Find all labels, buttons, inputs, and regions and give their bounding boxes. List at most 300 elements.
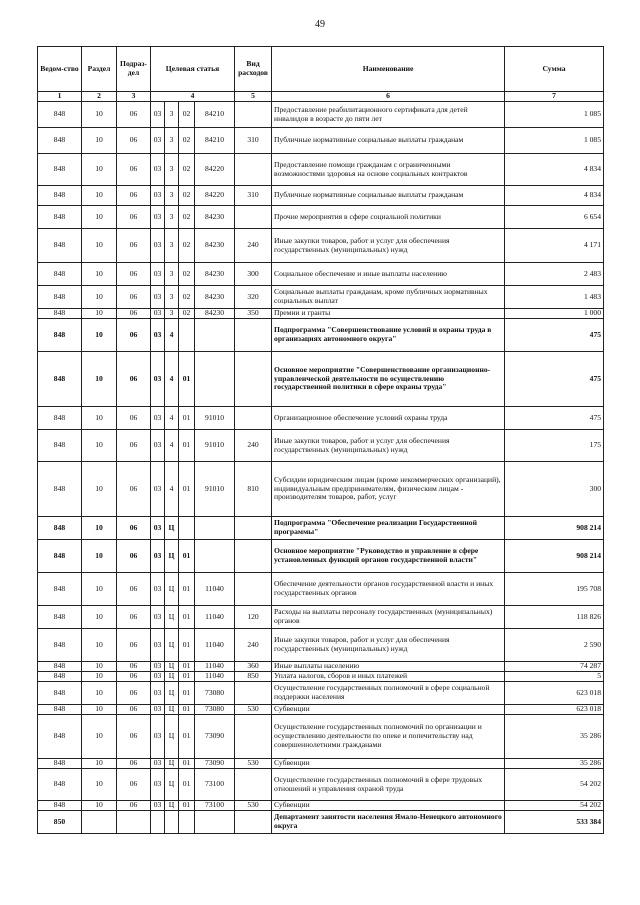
vedomstvo-cell: 848: [38, 606, 82, 629]
vedomstvo-cell: 848: [38, 769, 82, 801]
podrazdel-cell: 06: [117, 759, 151, 769]
target-code-direction-cell: 73080: [195, 705, 235, 715]
expense-type-cell: 530: [235, 705, 272, 715]
target-code-program-cell: 03: [151, 759, 165, 769]
target-code-subprogram-cell: Ц: [165, 540, 179, 573]
expense-type-cell: 240: [235, 430, 272, 462]
target-code-event-cell: 02: [179, 186, 195, 206]
name-cell: Социальные выплаты гражданам, кроме публичных нормативных социальных выплат: [272, 286, 505, 309]
table-row: [38, 715, 604, 759]
table-row: [38, 629, 604, 662]
razdel-cell: 10: [82, 672, 117, 682]
expense-type-cell: 240: [235, 629, 272, 662]
expense-type-cell: [235, 407, 272, 430]
target-code-event-cell: 02: [179, 309, 195, 319]
amount-cell: 623 018: [505, 682, 604, 705]
razdel-cell: 10: [82, 715, 117, 759]
name-cell: Иные закупки товаров, работ и услуг для обеспечения государственных (муниципальных) нужд: [272, 229, 505, 263]
podrazdel-cell: 06: [117, 286, 151, 309]
target-code-subprogram-cell: 3: [165, 206, 179, 229]
expense-type-cell: [235, 573, 272, 606]
vedomstvo-cell: 848: [38, 682, 82, 705]
expense-type-cell: 850: [235, 672, 272, 682]
table-row: [38, 606, 604, 629]
target-code-direction-cell: 84230: [195, 286, 235, 309]
target-code-direction-cell: [195, 352, 235, 407]
table-row: [38, 769, 604, 801]
name-cell: Основное мероприятие "Руководство и управление в сфере установленных функций органов государственной власти": [272, 540, 505, 573]
target-code-direction-cell: [195, 540, 235, 573]
amount-cell: 54 202: [505, 769, 604, 801]
budget-table: [37, 46, 604, 834]
target-code-program-cell: 03: [151, 682, 165, 705]
vedomstvo-cell: 848: [38, 540, 82, 573]
name-cell: Осуществление государственных полномочий по организации и осуществлению деятельности по опеке и попечительству над совершеннолетними гражданами: [272, 715, 505, 759]
podrazdel-cell: 06: [117, 715, 151, 759]
target-code-program-cell: 03: [151, 540, 165, 573]
vedomstvo-cell: 848: [38, 319, 82, 352]
vedomstvo-cell: 848: [38, 286, 82, 309]
amount-cell: 1 085: [505, 102, 604, 128]
target-code-direction-cell: 11040: [195, 662, 235, 672]
target-code-direction-cell: 73100: [195, 801, 235, 811]
name-cell: Иные закупки товаров, работ и услуг для обеспечения государственных (муниципальных) нужд: [272, 430, 505, 462]
podrazdel-cell: 06: [117, 430, 151, 462]
razdel-cell: 10: [82, 102, 117, 128]
target-code-direction-cell: 84230: [195, 263, 235, 286]
column-index: 5: [235, 92, 272, 102]
expense-type-cell: 810: [235, 462, 272, 517]
razdel-cell: 10: [82, 352, 117, 407]
expense-type-cell: 350: [235, 309, 272, 319]
podrazdel-cell: 06: [117, 769, 151, 801]
amount-cell: 475: [505, 352, 604, 407]
razdel-cell: 10: [82, 705, 117, 715]
vedomstvo-cell: 848: [38, 102, 82, 128]
target-code-program-cell: 03: [151, 715, 165, 759]
vedomstvo-cell: 848: [38, 715, 82, 759]
table-row: [38, 430, 604, 462]
header-summa: Сумма: [505, 47, 604, 92]
target-code-program-cell: 03: [151, 430, 165, 462]
target-code-event-cell: 01: [179, 573, 195, 606]
header-naimenovanie: Наименование: [272, 47, 505, 92]
header-vedomstvo: Ведом-ство: [38, 47, 82, 92]
table-row: [38, 128, 604, 154]
podrazdel-cell: 06: [117, 682, 151, 705]
header-vid-rashodov: Вид расходов: [235, 47, 272, 92]
expense-type-cell: [235, 102, 272, 128]
razdel-cell: 10: [82, 319, 117, 352]
table-row: [38, 517, 604, 540]
amount-cell: 1 085: [505, 128, 604, 154]
target-code-program-cell: 03: [151, 769, 165, 801]
expense-type-cell: [235, 540, 272, 573]
target-code-program-cell: 03: [151, 128, 165, 154]
vedomstvo-cell: 848: [38, 705, 82, 715]
target-code-event-cell: [179, 517, 195, 540]
target-code-direction-cell: 73080: [195, 682, 235, 705]
target-code-event-cell: 02: [179, 229, 195, 263]
amount-cell: 2 483: [505, 263, 604, 286]
podrazdel-cell: 06: [117, 662, 151, 672]
table-row: [38, 662, 604, 672]
target-code-program-cell: 03: [151, 352, 165, 407]
target-code-event-cell: 01: [179, 606, 195, 629]
target-code-program-cell: 03: [151, 186, 165, 206]
vedomstvo-cell: 848: [38, 186, 82, 206]
target-code-direction-cell: [195, 517, 235, 540]
podrazdel-cell: 06: [117, 629, 151, 662]
name-cell: Публичные нормативные социальные выплаты гражданам: [272, 128, 505, 154]
expense-type-cell: 530: [235, 759, 272, 769]
target-code-program-cell: 03: [151, 573, 165, 606]
target-code-program-cell: 03: [151, 629, 165, 662]
target-code-subprogram-cell: Ц: [165, 629, 179, 662]
target-code-program-cell: 03: [151, 229, 165, 263]
name-cell: Департамент занятости населения Ямало-Ненецкого автономного округа: [272, 811, 505, 834]
vedomstvo-cell: 848: [38, 801, 82, 811]
target-code-program-cell: 03: [151, 206, 165, 229]
podrazdel-cell: 06: [117, 229, 151, 263]
razdel-cell: 10: [82, 573, 117, 606]
name-cell: Премии и гранты: [272, 309, 505, 319]
amount-cell: 1 483: [505, 286, 604, 309]
amount-cell: 533 384: [505, 811, 604, 834]
amount-cell: 5: [505, 672, 604, 682]
target-code-event-cell: 02: [179, 263, 195, 286]
podrazdel-cell: 06: [117, 102, 151, 128]
target-code-direction-cell: 91010: [195, 407, 235, 430]
target-code-event-cell: 02: [179, 206, 195, 229]
name-cell: Предоставление реабилитационного сертификата для детей инвалидов в возрасте до пяти лет: [272, 102, 505, 128]
column-index: 7: [505, 92, 604, 102]
name-cell: Подпрограмма "Обеспечение реализации Государственной программы": [272, 517, 505, 540]
vedomstvo-cell: 848: [38, 309, 82, 319]
vedomstvo-cell: 848: [38, 154, 82, 186]
vedomstvo-cell: 848: [38, 672, 82, 682]
podrazdel-cell: 06: [117, 705, 151, 715]
vedomstvo-cell: 848: [38, 462, 82, 517]
target-code-program-cell: 03: [151, 319, 165, 352]
podrazdel-cell: 06: [117, 540, 151, 573]
expense-type-cell: [235, 352, 272, 407]
target-code-direction-cell: 73090: [195, 759, 235, 769]
podrazdel-cell: 06: [117, 462, 151, 517]
target-code-subprogram-cell: 4: [165, 462, 179, 517]
target-code-direction-cell: 84210: [195, 128, 235, 154]
header-row: [38, 47, 604, 92]
page-number: 49: [315, 19, 325, 30]
podrazdel-cell: 06: [117, 573, 151, 606]
target-code-subprogram-cell: 3: [165, 263, 179, 286]
razdel-cell: 10: [82, 128, 117, 154]
vedomstvo-cell: 848: [38, 517, 82, 540]
razdel-cell: 10: [82, 540, 117, 573]
column-index-row: [38, 92, 604, 102]
vedomstvo-cell: 848: [38, 352, 82, 407]
target-code-direction-cell: 84220: [195, 154, 235, 186]
column-index: 3: [117, 92, 151, 102]
expense-type-cell: [235, 517, 272, 540]
vedomstvo-cell: 848: [38, 430, 82, 462]
amount-cell: 35 286: [505, 715, 604, 759]
target-code-event-cell: 01: [179, 769, 195, 801]
amount-cell: 908 214: [505, 517, 604, 540]
target-code-event-cell: 01: [179, 801, 195, 811]
header-podrazdel: Подраз-дел: [117, 47, 151, 92]
target-code-program-cell: 03: [151, 407, 165, 430]
table-row: [38, 573, 604, 606]
amount-cell: 4 171: [505, 229, 604, 263]
target-code-subprogram-cell: 3: [165, 229, 179, 263]
target-code-event-cell: 02: [179, 154, 195, 186]
target-code-event-cell: 01: [179, 407, 195, 430]
target-code-subprogram-cell: Ц: [165, 672, 179, 682]
amount-cell: 4 834: [505, 186, 604, 206]
podrazdel-cell: 06: [117, 672, 151, 682]
razdel-cell: 10: [82, 769, 117, 801]
amount-cell: 35 286: [505, 759, 604, 769]
target-code-event-cell: 02: [179, 286, 195, 309]
target-code-event-cell: 01: [179, 352, 195, 407]
expense-type-cell: [235, 682, 272, 705]
razdel-cell: 10: [82, 801, 117, 811]
amount-cell: 6 654: [505, 206, 604, 229]
target-code-event-cell: 01: [179, 462, 195, 517]
expense-type-cell: [235, 206, 272, 229]
amount-cell: 908 214: [505, 540, 604, 573]
name-cell: Уплата налогов, сборов и иных платежей: [272, 672, 505, 682]
target-code-direction-cell: 73090: [195, 715, 235, 759]
name-cell: Публичные нормативные социальные выплаты гражданам: [272, 186, 505, 206]
razdel-cell: 10: [82, 286, 117, 309]
target-code-program-cell: [151, 811, 165, 834]
target-code-program-cell: 03: [151, 263, 165, 286]
table-row: [38, 462, 604, 517]
table-row: [38, 309, 604, 319]
razdel-cell: 10: [82, 186, 117, 206]
razdel-cell: 10: [82, 309, 117, 319]
target-code-direction-cell: 73100: [195, 769, 235, 801]
target-code-direction-cell: 91010: [195, 462, 235, 517]
amount-cell: 623 018: [505, 705, 604, 715]
amount-cell: 2 590: [505, 629, 604, 662]
vedomstvo-cell: 848: [38, 229, 82, 263]
vedomstvo-cell: 848: [38, 263, 82, 286]
podrazdel-cell: 06: [117, 186, 151, 206]
target-code-event-cell: 01: [179, 672, 195, 682]
target-code-subprogram-cell: 4: [165, 319, 179, 352]
target-code-subprogram-cell: 4: [165, 352, 179, 407]
target-code-program-cell: 03: [151, 801, 165, 811]
table-row: [38, 811, 604, 834]
target-code-direction-cell: 84220: [195, 186, 235, 206]
podrazdel-cell: 06: [117, 154, 151, 186]
amount-cell: 195 708: [505, 573, 604, 606]
target-code-event-cell: 02: [179, 102, 195, 128]
table-row: [38, 801, 604, 811]
target-code-event-cell: [179, 319, 195, 352]
vedomstvo-cell: 848: [38, 662, 82, 672]
table-row: [38, 286, 604, 309]
expense-type-cell: 310: [235, 186, 272, 206]
target-code-subprogram-cell: 3: [165, 286, 179, 309]
table-row: [38, 206, 604, 229]
target-code-direction-cell: 84230: [195, 309, 235, 319]
expense-type-cell: 360: [235, 662, 272, 672]
name-cell: Предоставление помощи гражданам с ограниченными возможностями здоровья на основе социальных контрактов: [272, 154, 505, 186]
target-code-subprogram-cell: Ц: [165, 715, 179, 759]
target-code-subprogram-cell: Ц: [165, 705, 179, 715]
target-code-program-cell: 03: [151, 462, 165, 517]
target-code-event-cell: [179, 811, 195, 834]
podrazdel-cell: 06: [117, 128, 151, 154]
razdel-cell: 10: [82, 759, 117, 769]
target-code-program-cell: 03: [151, 102, 165, 128]
name-cell: Осуществление государственных полномочий в сфере социальной поддержки населения: [272, 682, 505, 705]
expense-type-cell: [235, 769, 272, 801]
razdel-cell: 10: [82, 154, 117, 186]
vedomstvo-cell: 848: [38, 128, 82, 154]
razdel-cell: 10: [82, 430, 117, 462]
target-code-subprogram-cell: 3: [165, 186, 179, 206]
razdel-cell: [82, 811, 117, 834]
column-index: 1: [38, 92, 82, 102]
expense-type-cell: 310: [235, 128, 272, 154]
name-cell: Организационное обеспечение условий охраны труда: [272, 407, 505, 430]
target-code-event-cell: 01: [179, 662, 195, 672]
target-code-direction-cell: 11040: [195, 573, 235, 606]
table-row: [38, 540, 604, 573]
table-row: [38, 759, 604, 769]
name-cell: Субвенции: [272, 801, 505, 811]
table-row: [38, 682, 604, 705]
target-code-subprogram-cell: 3: [165, 102, 179, 128]
column-index: 6: [272, 92, 505, 102]
podrazdel-cell: 06: [117, 606, 151, 629]
razdel-cell: 10: [82, 206, 117, 229]
name-cell: Основное мероприятие "Совершенствование организационно-управленческой деятельности по осуществлению государственной политики в сфере охраны труда": [272, 352, 505, 407]
target-code-subprogram-cell: Ц: [165, 682, 179, 705]
target-code-direction-cell: 84210: [195, 102, 235, 128]
table-row: [38, 102, 604, 128]
amount-cell: 475: [505, 319, 604, 352]
table-row: [38, 229, 604, 263]
table-row: [38, 672, 604, 682]
vedomstvo-cell: 848: [38, 573, 82, 606]
name-cell: Субвенции: [272, 705, 505, 715]
table-row: [38, 319, 604, 352]
amount-cell: 4 834: [505, 154, 604, 186]
name-cell: Прочие мероприятия в сфере социальной политики: [272, 206, 505, 229]
target-code-subprogram-cell: Ц: [165, 662, 179, 672]
name-cell: Подпрограмма "Совершенствование условий и охраны труда в организациях автономного округа": [272, 319, 505, 352]
name-cell: Осуществление государственных полномочий в сфере трудовых отношений и управления охраной труда: [272, 769, 505, 801]
podrazdel-cell: 06: [117, 309, 151, 319]
target-code-program-cell: 03: [151, 309, 165, 319]
target-code-subprogram-cell: 3: [165, 154, 179, 186]
podrazdel-cell: [117, 811, 151, 834]
name-cell: Субвенции: [272, 759, 505, 769]
target-code-program-cell: 03: [151, 705, 165, 715]
target-code-subprogram-cell: 4: [165, 430, 179, 462]
target-code-event-cell: 01: [179, 715, 195, 759]
target-code-direction-cell: 11040: [195, 606, 235, 629]
target-code-program-cell: 03: [151, 286, 165, 309]
expense-type-cell: 240: [235, 229, 272, 263]
target-code-program-cell: 03: [151, 606, 165, 629]
target-code-direction-cell: 84230: [195, 229, 235, 263]
amount-cell: 475: [505, 407, 604, 430]
target-code-subprogram-cell: Ц: [165, 517, 179, 540]
expense-type-cell: 120: [235, 606, 272, 629]
table-row: [38, 705, 604, 715]
podrazdel-cell: 06: [117, 319, 151, 352]
razdel-cell: 10: [82, 263, 117, 286]
target-code-event-cell: 02: [179, 128, 195, 154]
expense-type-cell: 530: [235, 801, 272, 811]
target-code-subprogram-cell: [165, 811, 179, 834]
target-code-direction-cell: 11040: [195, 629, 235, 662]
table-row: [38, 263, 604, 286]
expense-type-cell: 320: [235, 286, 272, 309]
target-code-program-cell: 03: [151, 672, 165, 682]
expense-type-cell: [235, 319, 272, 352]
target-code-event-cell: 01: [179, 682, 195, 705]
name-cell: Социальное обеспечение и иные выплаты населению: [272, 263, 505, 286]
target-code-subprogram-cell: 3: [165, 309, 179, 319]
table-row: [38, 154, 604, 186]
expense-type-cell: 300: [235, 263, 272, 286]
target-code-event-cell: 01: [179, 629, 195, 662]
target-code-subprogram-cell: Ц: [165, 769, 179, 801]
target-code-direction-cell: [195, 811, 235, 834]
target-code-subprogram-cell: 4: [165, 407, 179, 430]
target-code-program-cell: 03: [151, 517, 165, 540]
target-code-direction-cell: 84230: [195, 206, 235, 229]
target-code-event-cell: 01: [179, 540, 195, 573]
column-index: 4: [151, 92, 235, 102]
column-index: 2: [82, 92, 117, 102]
vedomstvo-cell: 848: [38, 759, 82, 769]
target-code-subprogram-cell: Ц: [165, 606, 179, 629]
amount-cell: 118 826: [505, 606, 604, 629]
razdel-cell: 10: [82, 682, 117, 705]
razdel-cell: 10: [82, 606, 117, 629]
target-code-direction-cell: [195, 319, 235, 352]
target-code-event-cell: 01: [179, 759, 195, 769]
podrazdel-cell: 06: [117, 352, 151, 407]
razdel-cell: 10: [82, 407, 117, 430]
target-code-subprogram-cell: Ц: [165, 759, 179, 769]
target-code-event-cell: 01: [179, 705, 195, 715]
razdel-cell: 10: [82, 517, 117, 540]
razdel-cell: 10: [82, 462, 117, 517]
podrazdel-cell: 06: [117, 263, 151, 286]
vedomstvo-cell: 848: [38, 206, 82, 229]
table-row: [38, 186, 604, 206]
name-cell: Обеспечение деятельности органов государственной власти и иных государственных органов: [272, 573, 505, 606]
amount-cell: 1 000: [505, 309, 604, 319]
table-row: [38, 407, 604, 430]
table-row: [38, 352, 604, 407]
expense-type-cell: [235, 811, 272, 834]
amount-cell: 74 287: [505, 662, 604, 672]
podrazdel-cell: 06: [117, 801, 151, 811]
vedomstvo-cell: 850: [38, 811, 82, 834]
target-code-event-cell: 01: [179, 430, 195, 462]
